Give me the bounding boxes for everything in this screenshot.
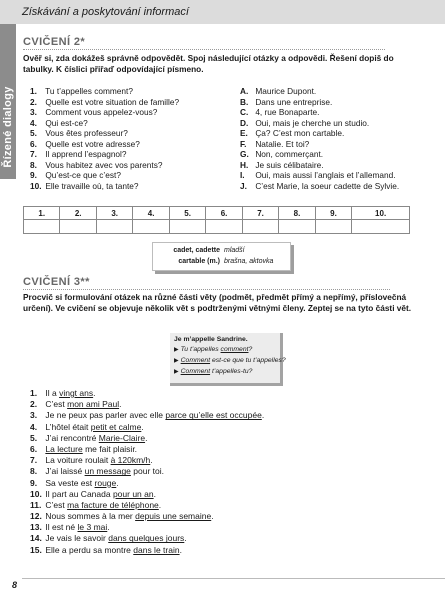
vocab-translation: brašna, aktovka [224, 258, 274, 265]
list-item: 10. Elle travaille où, ta tante? [30, 180, 139, 191]
list-item: 13. Il est né le 3 mai. [30, 522, 110, 533]
list-item: 9. Qu’est-ce que c’est? [30, 170, 121, 180]
example-line: ▶ Comment est-ce que tu t’appelles? [174, 357, 286, 364]
table-header-cell: 10. [352, 207, 410, 220]
exercise-3-title: CVIČENÍ 3** [23, 276, 90, 288]
table-header-cell: 9. [315, 207, 351, 220]
list-item: 1. Il a vingt ans. [30, 388, 96, 398]
list-item: E. Ça? C’est mon cartable. [240, 128, 345, 138]
table-header-cell: 5. [169, 207, 205, 220]
list-item: 4. Qui est-ce? [30, 117, 88, 128]
answer-cell[interactable] [96, 220, 132, 234]
list-item: 9. Sa veste est rouge. [30, 477, 119, 488]
page-header [0, 0, 445, 24]
list-item: I. Oui, mais aussi l’anglais et l’allemand. [240, 170, 396, 180]
list-item: 14. Je vais le savoir dans quelques jours. [30, 533, 187, 544]
side-tab [0, 24, 16, 179]
triangle-bullet-icon: ▶ [174, 369, 179, 375]
header-title: Získávání a poskytování informací [22, 6, 189, 18]
example-heading: Je m’appelle Sandrine. [174, 336, 248, 343]
page-number: 8 [12, 580, 18, 590]
answer-cell[interactable] [24, 220, 60, 234]
list-item: B. Dans une entreprise. [240, 96, 333, 107]
answer-cell[interactable] [206, 220, 242, 234]
table-header-cell: 3. [96, 207, 132, 220]
table-header-cell: 7. [242, 207, 278, 220]
list-item: C. 4, rue Bonaparte. [240, 107, 320, 117]
answer-cell[interactable] [60, 220, 96, 234]
list-item: D. Oui, mais je cherche un studio. [240, 117, 370, 128]
answer-cell[interactable] [315, 220, 351, 234]
list-item: 6. Quelle est votre adresse? [30, 138, 140, 149]
vocabulary-box [152, 242, 291, 271]
table-answer-row [24, 220, 410, 234]
side-label: Řízené dialogy [2, 86, 14, 168]
answer-cell[interactable] [352, 220, 410, 234]
footer-divider [22, 578, 445, 579]
table-header-cell: 4. [133, 207, 169, 220]
example-line: ▶ Comment t’appelles-tu? [174, 368, 253, 375]
example-box [170, 333, 286, 386]
list-item: 7. Il apprend l’espagnol? [30, 149, 127, 159]
list-item: 12. Nous sommes à la mer depuis une semaine. [30, 511, 214, 522]
vocab-translation: mladší [224, 247, 245, 254]
list-item: 8. Vous habitez avec vos parents? [30, 159, 163, 170]
list-item: J. C’est Marie, la soeur cadette de Sylvie. [240, 180, 400, 191]
list-item: 3. Je ne peux pas parler avec elle parce qu’elle est occupée. [30, 410, 265, 421]
triangle-bullet-icon: ▶ [174, 347, 179, 353]
list-item: H. Je suis célibataire. [240, 159, 324, 170]
exercise-2-instruction: Ověř si, zda dokážeš správně odpovědět. Spoj následující otázky a odpovědi. Řešení dopiš do tabulky. K číslici přiřaď odpovídající písmeno. [23, 53, 394, 74]
table-header-cell: 2. [60, 207, 96, 220]
table-header-cell: 6. [206, 207, 242, 220]
list-item: 4. L’hôtel était petit et calme. [30, 421, 144, 432]
list-item: 3. Comment vous appelez-vous? [30, 107, 158, 117]
list-item: 11. C’est ma facture de téléphone. [30, 499, 162, 510]
answer-table [23, 206, 410, 234]
triangle-bullet-icon: ▶ [174, 358, 179, 364]
list-item: 5. Vous êtes professeur? [30, 128, 128, 138]
sentence-list [30, 388, 410, 556]
answer-list [240, 86, 440, 191]
answer-cell[interactable] [169, 220, 205, 234]
list-item: 5. J’ai rencontré Marie-Claire. [30, 432, 148, 443]
list-item: 2. C’est mon ami Paul. [30, 399, 122, 410]
example-line: ▶ Tu t’appelles comment? [174, 346, 253, 353]
list-item: 10. Il part au Canada pour un an. [30, 488, 156, 499]
list-item: F. Natalie. Et toi? [240, 138, 310, 149]
table-header-row [24, 207, 410, 220]
answer-cell[interactable] [133, 220, 169, 234]
answer-cell[interactable] [279, 220, 315, 234]
list-item: A. Maurice Dupont. [240, 86, 317, 96]
list-item: 15. Elle a perdu sa montre dans le train. [30, 544, 182, 555]
exercise-3-instruction: Procvič si formulování otázek na různé části věty (podmět, předmět přímý a nepřímý, příslovečná určení). Ve cvičení se objevuje několik vět s podtrženými větnými členy. Zeptej se na tyto části vět. [23, 292, 412, 313]
table-header-cell: 1. [24, 207, 60, 220]
exercise-2-title: CVIČENÍ 2* [23, 36, 86, 48]
answer-cell[interactable] [242, 220, 278, 234]
table-header-cell: 8. [279, 207, 315, 220]
list-item: G. Non, commerçant. [240, 149, 324, 159]
list-item: 7. La voiture roulait à 120km/h. [30, 455, 153, 466]
vocab-term: cartable (m.) [178, 258, 220, 265]
list-item: 2. Quelle est votre situation de famille? [30, 96, 180, 107]
question-list [30, 86, 230, 191]
list-item: 1. Tu t’appelles comment? [30, 86, 133, 96]
list-item: 6. La lecture me fait plaisir. [30, 443, 138, 454]
vocab-term: cadet, cadette [173, 247, 220, 254]
list-item: 8. J’ai laissé un message pour toi. [30, 466, 164, 477]
